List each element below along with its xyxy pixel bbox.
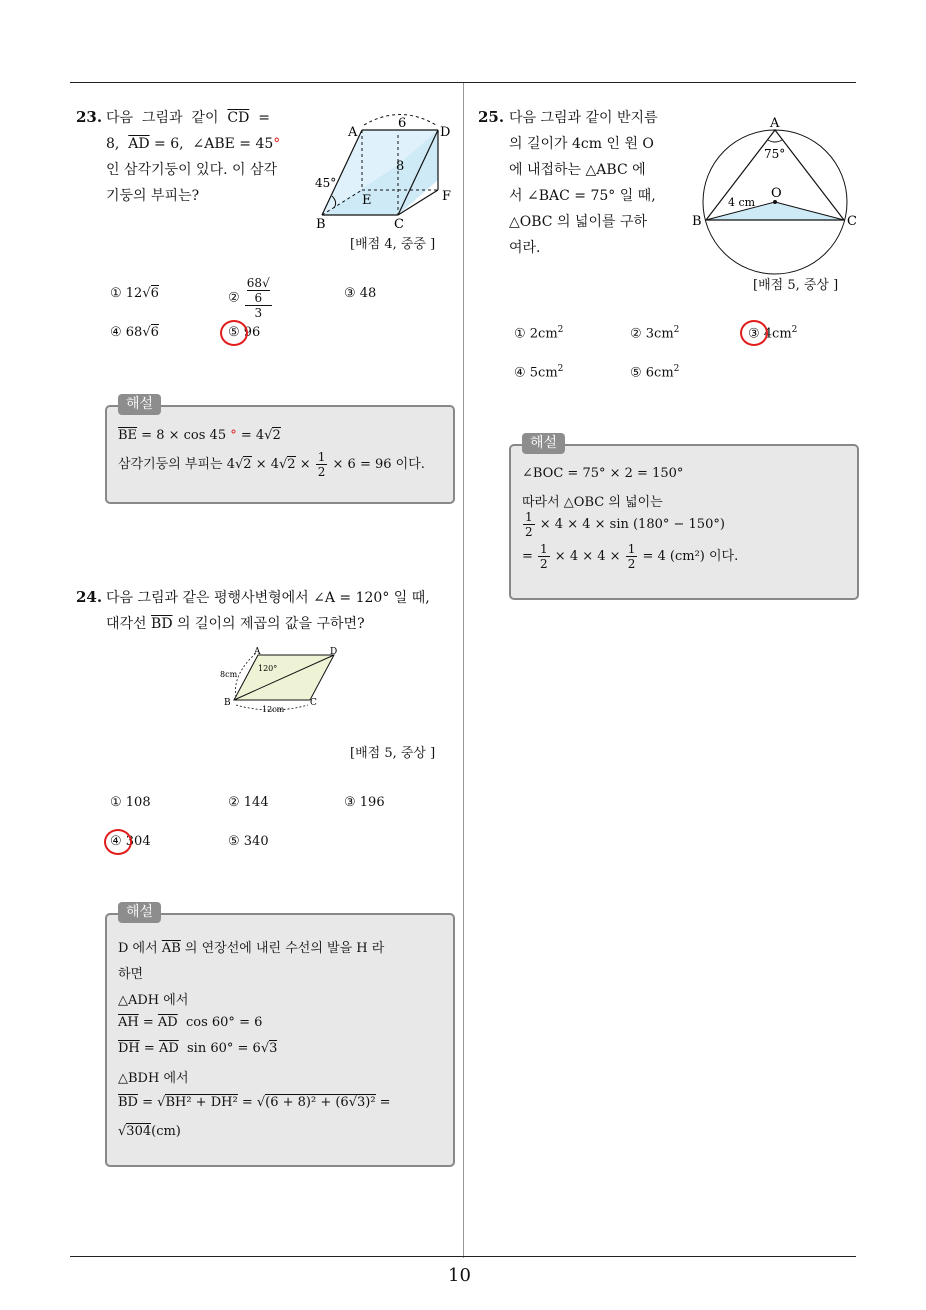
choice-5[interactable]: ⑤ 340 (228, 834, 269, 849)
question-text-line: 대각선 $\overline{BD}$ 의 길이의 제곱의 값을 구하면? (106, 616, 365, 632)
question-number: 24. (76, 588, 103, 606)
solution-line: △ADH 에서 (118, 993, 189, 1008)
choice-5[interactable]: ⑤ $6cm^2$ (630, 364, 680, 381)
label-C: C (394, 217, 404, 232)
score-label: [배점 4, 중중 ] (350, 237, 436, 252)
question-text-line: 서 ∠BAC = 75° 일 때, (509, 188, 656, 204)
choice-2[interactable]: ② $3cm^2$ (630, 325, 680, 342)
question-text-line: 의 길이가 4cm 인 원 O (509, 136, 654, 152)
solution-line: $\overline{DH} = \overline{AD}$ sin 60° = 6√3 (118, 1041, 278, 1056)
bottom-rule (70, 1256, 856, 1257)
label-B: B (316, 217, 326, 232)
label-O: O (771, 186, 782, 201)
solution-line: D 에서 $\overline{AB}$ 의 연장선에 내린 수선의 발을 H 라 (118, 941, 385, 956)
label-side2: 12cm (262, 705, 285, 714)
answer-mark (104, 829, 132, 855)
answer-mark (220, 320, 248, 346)
choice-4[interactable]: ④ 68√6 (110, 325, 159, 340)
solution-tag: 해설 (118, 902, 161, 923)
label-E: E (362, 193, 372, 208)
question-text-line: △OBC 의 넓이를 구하 (509, 214, 647, 230)
question-text-line: 인 삼각기둥이 있다. 이 삼각 (106, 162, 278, 178)
label-eight: 8 (396, 159, 405, 174)
solution-line: $\overline{BE} = 8 \times \cos 45$ ° = 4√2 (118, 428, 281, 443)
solution-line: $\frac{1}{2}$ × 4 × 4 × sin (180° − 150°) (525, 510, 725, 539)
choice-1[interactable]: ① 12√6 (110, 286, 159, 301)
label-radius: 4 cm (728, 196, 756, 209)
page-number: 10 (448, 1265, 471, 1286)
choice-4[interactable]: ④ $5cm^2$ (514, 364, 564, 381)
label-D: D (440, 125, 451, 140)
label-six: 6 (398, 116, 407, 131)
label-B: B (692, 214, 702, 229)
solution-line: ∠BOC = 75° × 2 = 150° (522, 466, 684, 481)
circle-figure (688, 110, 863, 275)
parallelogram-figure (218, 645, 343, 715)
solution-line: 삼각기둥의 부피는 4√2 × 4√2 × $\frac{1}{2}$ × 6 = 96 이다. (118, 450, 425, 479)
question-number: 23. (76, 108, 103, 126)
label-angle: 45° (315, 176, 337, 190)
question-text-line: 다음 그림과 같이 $\overline{CD}$ = (106, 110, 270, 126)
solution-line: 따라서 △OBC 의 넓이는 (522, 495, 663, 510)
solution-line: △BDH 에서 (118, 1071, 189, 1086)
label-A: A (254, 647, 261, 657)
label-D: D (330, 647, 338, 657)
question-text-line: 에 내접하는 △ABC 에 (509, 162, 646, 178)
prism-figure (310, 110, 460, 235)
solution-line: $\overline{BD} = √BH^2 + \overline{DH}^2 = √(6 + 8)^2 + (6√3)^2$ = (118, 1095, 391, 1110)
question-text-line: 다음 그림과 같은 평행사변형에서 ∠A = 120° 일 때, (106, 590, 430, 606)
question-text-line: 8, $\overline{AD} = 6$, ∠ABE = 45° (106, 136, 281, 152)
solution-line: = $\frac{1}{2}$ × 4 × 4 × $\frac{1}{2}$ = 4 (cm²) 이다. (522, 542, 739, 571)
label-angle: 120° (258, 664, 278, 673)
score-label: [배점 5, 중상 ] (350, 746, 436, 761)
label-B: B (224, 698, 231, 708)
choice-2[interactable]: ② 68√ 6 3 (228, 276, 270, 320)
label-angle: 75° (764, 147, 786, 161)
choice-3[interactable]: ③ 196 (344, 795, 385, 810)
question-text-line: 기둥의 부피는? (106, 188, 200, 204)
question-text-line: 여라. (509, 240, 541, 256)
solution-tag: 해설 (522, 433, 565, 454)
question-text-line: 다음 그림과 같이 반지름 (509, 110, 658, 126)
solution-tag: 해설 (118, 394, 161, 415)
choice-5[interactable]: ⑤ 96 (228, 325, 261, 340)
choice-3[interactable]: ③ $4cm^2$ (748, 325, 798, 342)
label-A: A (348, 125, 358, 140)
solution-line: $\overline{AH} = \overline{AD}$ cos 60° = 6 (118, 1015, 263, 1030)
label-F: F (442, 189, 452, 204)
label-A: A (770, 116, 780, 131)
label-C: C (847, 214, 857, 229)
choice-4[interactable]: ④ 304 (110, 834, 151, 849)
choice-1[interactable]: ① $2cm^2$ (514, 325, 564, 342)
column-divider (463, 83, 464, 1258)
choice-3[interactable]: ③ 48 (344, 286, 377, 301)
score-label: [배점 5, 중상 ] (753, 278, 839, 293)
solution-line: √304(cm) (118, 1124, 181, 1139)
answer-mark (740, 320, 768, 346)
choice-2[interactable]: ② 144 (228, 795, 269, 810)
choice-1[interactable]: ① 108 (110, 795, 151, 810)
question-number: 25. (478, 108, 505, 126)
label-side1: 8cm (220, 670, 238, 679)
label-C: C (310, 698, 317, 708)
solution-line: 하면 (118, 967, 144, 982)
